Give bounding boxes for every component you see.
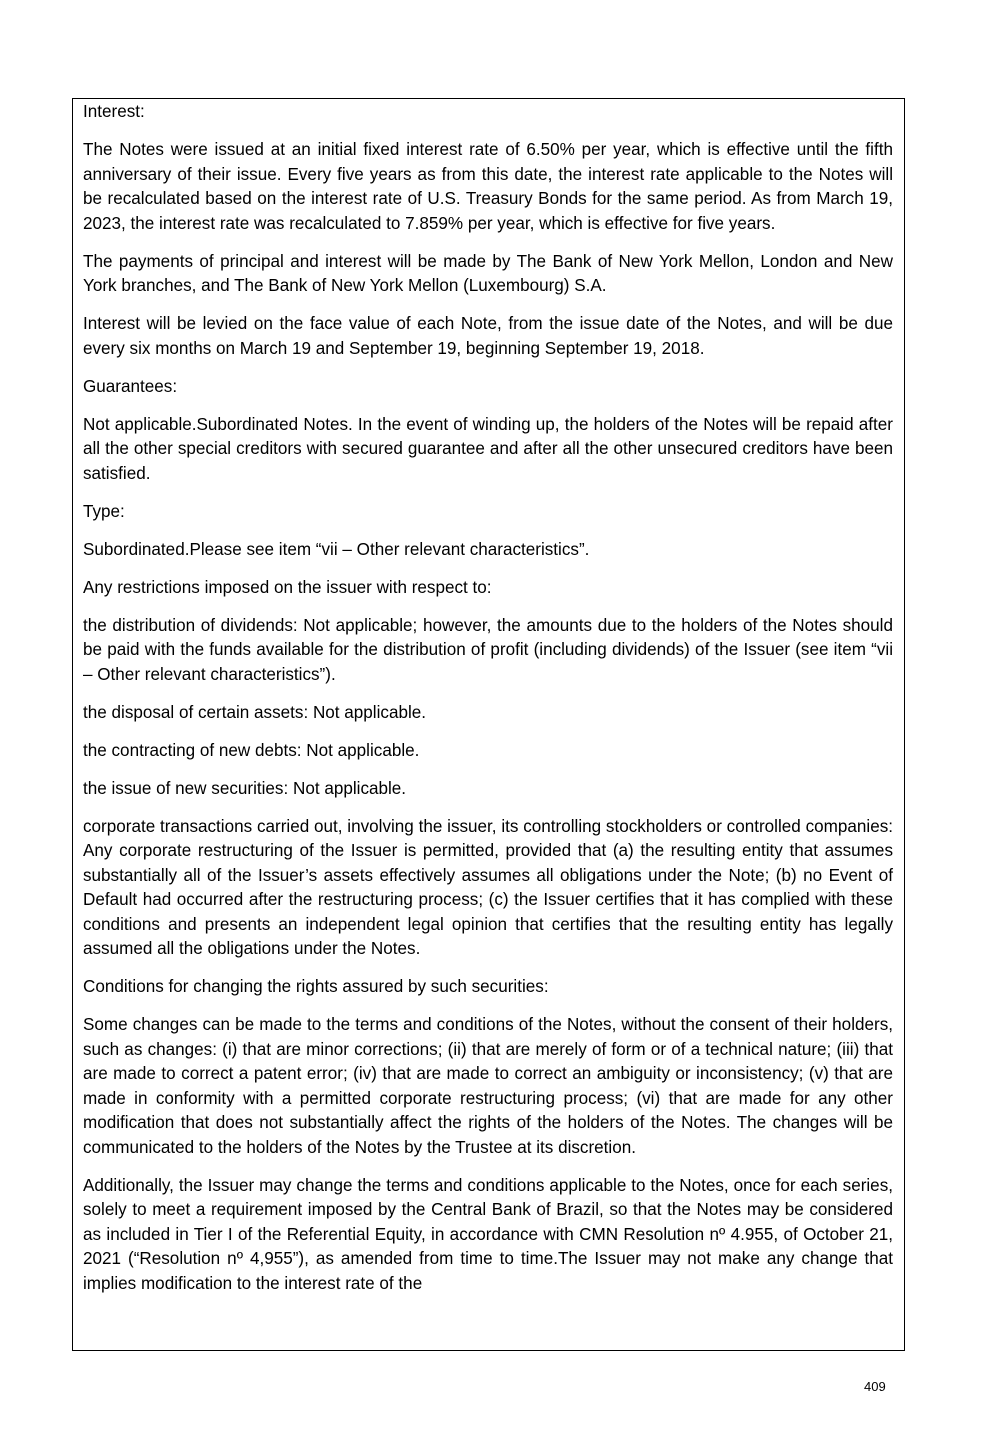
paragraph-guarantees: Not applicable.Subordinated Notes. In the event of winding up, the holders of the Notes will be repaid after all the other special creditors with secured guarantee and after all the other unsecured creditors have been satisfied. <box>83 414 893 483</box>
heading-type: Type: <box>83 501 125 521</box>
paragraph-changes: Some changes can be made to the terms and conditions of the Notes, without the consent of their holders, such as changes: (i) that are minor corrections; (ii) that are merely of form or of a technical nature; (iii) that are made to correct a patent error; (iv) that are made to correct an ambiguity or inconsistency; (v) that are made in conformity with a permitted corporate restructuring process; (vi) that are made for any other modification that does not substantially affect the rights of the holders of the Notes. The changes will be communicated to the holders of the Notes by the Trustee at its discretion. <box>83 1015 893 1157</box>
paragraph-disposal: the disposal of certain assets: Not applicable. <box>83 702 427 722</box>
heading-restrictions: Any restrictions imposed on the issuer with respect to: <box>83 577 492 597</box>
paragraph-additional-changes: Additionally, the Issuer may change the terms and conditions applicable to the Notes, once for each series, solely to meet a requirement imposed by the Central Bank of Brazil, so that the Notes may be considered as included in Tier I of the Referential Equity, in accordance with CMN Resolution nº 4.955, of October 21, 2021 (“Resolution nº 4,955”), as amended from time to time.The Issuer may not make any change that implies modification to the interest rate of the <box>83 1175 893 1293</box>
paragraph-new-securities: the issue of new securities: Not applicable. <box>83 778 407 798</box>
paragraph-type: Subordinated.Please see item “vii – Other relevant characteristics”. <box>83 539 590 559</box>
paragraph-new-debts: the contracting of new debts: Not applicable. <box>83 740 420 760</box>
paragraph-payments: The payments of principal and interest will be made by The Bank of New York Mellon, London and New York branches, and The Bank of New York Mellon (Luxembourg) S.A. <box>83 251 893 295</box>
paragraph-interest-schedule: Interest will be levied on the face value of each Note, from the issue date of the Notes, and will be due every six months on March 19 and September 19, beginning September 19, 2018. <box>83 314 893 358</box>
page-number: 409 <box>864 1379 886 1394</box>
paragraph-corporate-transactions: corporate transactions carried out, involving the issuer, its controlling stockholders or controlled companies: Any corporate restructuring of the Issuer is permitted, provided that (a) the resulting entity that assumes substantially all of the Issuer’s assets effectively assumes all obligations under the Note; (b) no Event of Default had occurred after the restructuring process; (c) the Issuer certifies that it has complied with these conditions and presents an independent legal opinion that certifies that the resulting entity has legally assumed all the obligations under the Notes. <box>83 816 893 958</box>
paragraph-dividends: the distribution of dividends: Not applicable; however, the amounts due to the holders of the Notes should be paid with the funds available for the distribution of profit (including dividends) of the Issuer (see item “vii – Other relevant characteristics”). <box>83 615 893 684</box>
heading-conditions: Conditions for changing the rights assured by such securities: <box>83 977 549 996</box>
paragraph-interest-rate: The Notes were issued at an initial fixed interest rate of 6.50% per year, which is effective until the fifth anniversary of their issue. Every five years as from this date, the interest rate applicable to the Notes will be recalculated based on the interest rate of U.S. Treasury Bonds for the same period. As from March 19, 2023, the interest rate was recalculated to 7.859% per year, which is effective for five years. <box>83 140 893 233</box>
heading-interest: Interest: <box>83 102 145 121</box>
heading-guarantees: Guarantees: <box>83 376 178 396</box>
content-box <box>72 98 905 1351</box>
